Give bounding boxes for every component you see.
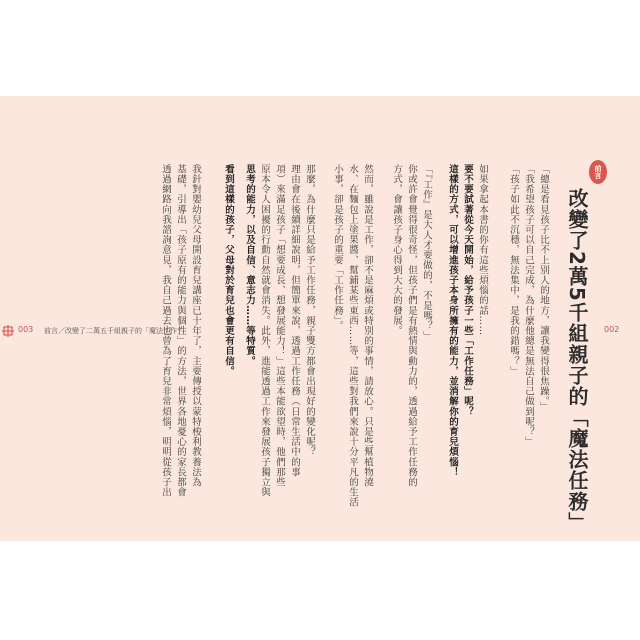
text-column: 透過網路向我諮詢意見，我自己過去也曾為了育兒非常煩惱，明明從孩子出: [160, 164, 171, 498]
text-column: 「『工作』是大人才要做的，不是嗎？」: [421, 164, 432, 342]
running-head: 前言／改變了二萬五千組親子的「魔法工作」: [44, 327, 184, 335]
text-column: 小事，卻是孩子的重要「工作任務」。: [332, 164, 343, 331]
text-column: 「孩子如此不沉穩，無法集中，是我的錯嗎？」: [508, 164, 519, 377]
preface-badge: 前言: [589, 160, 607, 184]
dot-pattern-icon: [2, 325, 14, 337]
text-column: 這樣的方式，可以增進孩子本身所擁有的能力，並消解你的育兒煩惱！: [447, 164, 458, 478]
text-column: 如果拿起本書的你有這些煩惱的話……: [477, 164, 488, 336]
left-page-number: 003: [18, 325, 34, 334]
text-column: 原本令人困擾的行動自然就會消失。此外，進能透過工作來發展孩子獨立與: [259, 164, 270, 498]
text-column: 看到這樣的孩子，父母對於育兒也會更有自信。: [223, 164, 234, 377]
text-column: 思考的能力，以及自信、意志力……等特質。: [244, 164, 255, 366]
text-column: 基礎，引導出「孩子原有的能力與個性」的方法，世界各地憂心的家長都會: [175, 164, 186, 498]
chapter-title: 改變了2萬5千組親子的「魔法任務」: [565, 188, 589, 533]
right-page-number: 002: [604, 325, 620, 334]
text-column: 理由會在後續詳細說明，但簡單來說，透過工作任務（日常生活中的事: [289, 164, 300, 478]
text-column: 要不要試著從今天開始，給予孩子一些「工作任務」呢？: [462, 164, 473, 417]
text-column: 然而，雖說是工作，卻不是麻煩或特別的事情，請放心。只是些幫植物澆: [362, 164, 373, 488]
text-column: 那麼，為什麼只是給予工作任務，親子雙方都會出現好的變化呢？: [304, 164, 315, 457]
book-spread: [0, 96, 640, 541]
text-column: 水、在麵包上塗果醬、幫鋪某些東西……等，這些對我們來說十分平凡的生活: [347, 164, 358, 508]
text-column: 項）來滿足孩子「想要成長、想發展能力！」這些本能欲望時，他們那些: [274, 164, 285, 488]
text-column: 方式，會讓孩子身心得到大大的發展。: [391, 164, 402, 336]
text-column: 「總是看見孩子比不上別人的地方，讓我變得很焦躁。」: [538, 164, 549, 412]
text-column: 我針對嬰幼兒父母開設育兒講座已十年了，主要傳授以蒙特梭利教養法為: [190, 164, 201, 488]
text-column: 「我希望孩子可以自己完成，為什麼他總是無法自己做到呢？」: [523, 164, 534, 447]
text-column: 你或許會覺得很奇怪，但孩子們是有熱情與動力的，透過給予工作任務的: [406, 164, 417, 488]
